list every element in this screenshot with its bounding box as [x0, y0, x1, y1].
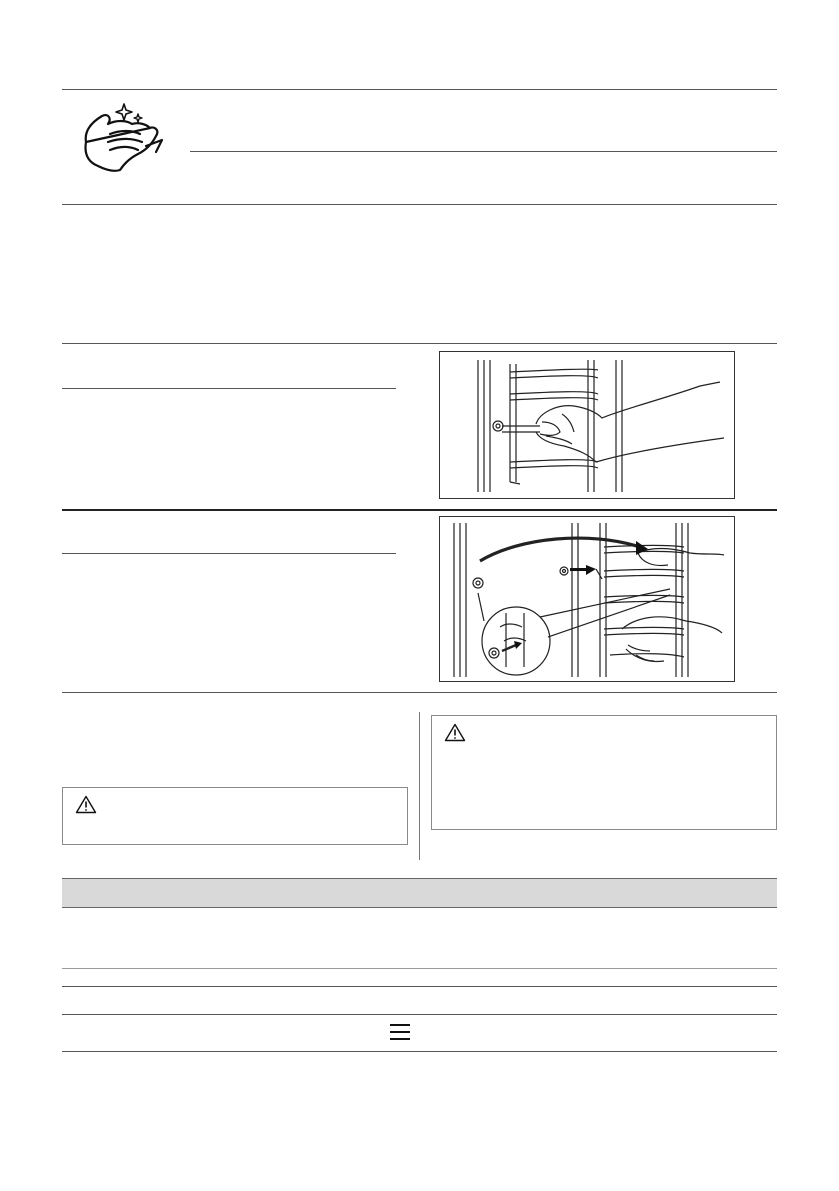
table-row-rule-2 — [62, 986, 777, 987]
top-rule — [62, 89, 777, 90]
section-rule-3 — [62, 509, 777, 511]
section-rule-4 — [62, 692, 777, 693]
section-rule-2 — [62, 343, 777, 344]
warning-triangle-icon — [75, 795, 97, 819]
remove-shelf-support-figure — [439, 351, 735, 499]
warning-triangle-icon — [444, 723, 466, 747]
column-divider — [419, 712, 420, 860]
warning-box-right — [431, 715, 777, 830]
cleaning-underline — [190, 151, 777, 152]
step2-underline — [62, 553, 396, 554]
section-rule-1 — [62, 204, 777, 205]
menu-icon — [390, 1024, 410, 1044]
install-shelf-support-figure — [439, 516, 735, 682]
table-row-rule-1 — [62, 968, 777, 969]
warning-box-left — [62, 787, 408, 845]
table-header-row — [62, 878, 777, 908]
step1-underline — [62, 388, 396, 389]
table-bottom-rule — [62, 1051, 777, 1052]
cleaning-hands-icon — [80, 100, 164, 174]
table-row-rule-3 — [62, 1014, 777, 1015]
